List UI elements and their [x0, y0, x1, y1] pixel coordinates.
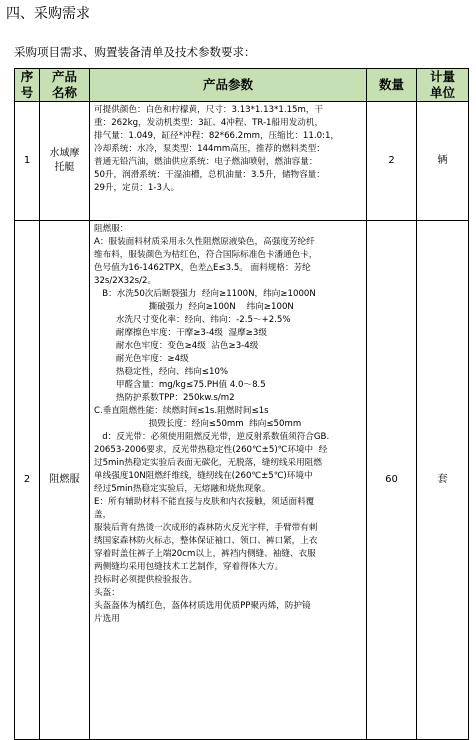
- header-params: 产品参数: [90, 69, 367, 102]
- param-line: 经过5min热稳定实验后，无熔融和烧焦现象。: [94, 484, 271, 494]
- row-qty: 2: [367, 102, 417, 221]
- param-line: 耐水色牢度：变色≥4级 沾色≥3-4级: [94, 341, 259, 351]
- param-line: 50升，润滑系统：干湿油槽，总机油量：3.5升，储物容量：: [94, 170, 325, 180]
- param-line: 单线强度10N阻燃纤维线，缝纫线在(260℃±5℃)环境中: [94, 471, 313, 481]
- equipment-table: [14, 68, 469, 740]
- param-line: 可提供颜色：白色和柠檬黄，尺寸：3.13*1.13*1.15m，干: [94, 105, 324, 115]
- param-line: 阻燃服：: [94, 224, 129, 234]
- param-line: 甲醛含量：mg/kg≤75.PH值 4.0～8.5: [94, 380, 266, 390]
- table-row: [15, 221, 469, 740]
- param-line: 耐摩擦色牢度：干摩≥3-4级 湿摩≥3级: [94, 328, 267, 338]
- header-name: [40, 69, 90, 102]
- param-line: 投标时必须提供检验报告。: [94, 575, 198, 585]
- row-name-line: 托艇: [54, 162, 75, 173]
- param-line: 20653-2006要求，反光带热稳定性(260℃±5)℃环境中 经: [94, 445, 328, 455]
- header-unit: [417, 69, 469, 102]
- param-line: C.垂直阻燃性能：续燃时间≤1s.阻燃时间≤1s: [94, 406, 269, 416]
- param-line: B：水洗50次后断裂强力 经向≥1100N，纬向≥1000N: [94, 289, 316, 299]
- table-header-row: [15, 69, 469, 102]
- param-line: 头盔盔体为橘红色，盔体材质选用优质PP聚丙烯，防护镜: [94, 601, 311, 611]
- row-name-line: 阻燃服: [49, 474, 80, 485]
- row-name: [40, 102, 90, 221]
- header-qty: 数量: [367, 69, 417, 102]
- param-line: 穿着时盖住裤子上端20cm以上，裤裆内侧缝、袖缝、衣服: [94, 549, 316, 559]
- row-name: [40, 221, 90, 740]
- param-line: 耐光色牢度：≥4级: [94, 354, 189, 364]
- param-line: 重：262kg，发动机类型：3缸、4冲程、TR-1船用发动机，: [94, 118, 324, 128]
- param-line: 热稳定性，经向、纬向≤10%: [94, 367, 229, 377]
- param-line: 冷却系统：水冷，泵类型：144mm高压，推荐的燃料类型：: [94, 144, 325, 154]
- param-line: 片选用: [94, 614, 120, 624]
- param-line: 撕破强力 经向≥100N 纬向≥100N: [94, 302, 294, 312]
- param-line: 服装后背有热烫一次成形的森林防火反光字样，手臂带有刺: [94, 523, 318, 533]
- param-line: 排气量：1.049，缸径*冲程：82*66.2mm，压缩比：11.0:1，: [94, 131, 340, 141]
- table-row: [15, 102, 469, 221]
- param-line: 盖，: [94, 510, 112, 520]
- header-unit-line: 计量: [429, 69, 455, 84]
- param-line: 头盔：: [94, 588, 120, 598]
- header-name-line: 名称: [51, 85, 77, 100]
- header-seq-line: 序: [20, 69, 34, 84]
- row-unit: 套: [417, 221, 469, 740]
- intro-text: 采购项目需求、购置装备清单及技术参数要求：: [14, 45, 256, 59]
- header-seq: [15, 69, 40, 102]
- param-line: 29升，定员：1-3人。: [94, 183, 180, 193]
- param-line: E：所有辅助材料不能直接与皮肤和内衣接触，须适面料覆: [94, 497, 315, 507]
- param-line: 两侧缝均采用包缝技术工艺制作，穿着得体大方。: [94, 562, 284, 572]
- param-line: 水洗尺寸变化率：经向、纬向：-2.5～+2.5%: [94, 315, 291, 325]
- param-line: 维布料，服装颜色为桔红色，符合国际标准色卡潘通色卡，: [94, 250, 318, 260]
- param-line: 32s/2X32s/2。: [94, 276, 157, 286]
- param-line: 普通无铅汽油，燃油供应系统：电子燃油喷射，燃油容量：: [94, 157, 318, 167]
- param-line: 损毁长度：经向≤50mm 纬向≤50mm: [94, 419, 302, 429]
- param-line: 过5min热稳定实验后表面无碳化，无脱落，缝纫线采用阻燃: [94, 458, 322, 468]
- row-params: [90, 102, 367, 221]
- row-seq: 1: [15, 102, 40, 221]
- row-unit: 辆: [417, 102, 469, 221]
- header-unit-line: 单位: [429, 85, 455, 100]
- row-qty: 60: [367, 221, 417, 740]
- param-line: 绣国家森林防火标志，整体保证袖口、领口、裤口紧，上衣: [94, 536, 318, 546]
- row-params: [90, 221, 367, 740]
- row-name-line: 水域摩: [49, 148, 80, 159]
- param-line: A：服装面料材质采用永久性阻燃原液染色，高强度芳纶纤: [94, 237, 315, 247]
- header-seq-line: 号: [20, 85, 34, 100]
- param-line: 色号值为16-1462TPX，色差△E≤3.5。 面料规格：芳纶: [94, 263, 311, 273]
- param-line: 热防护系数TPP：250kw.s/m2: [94, 393, 235, 403]
- param-line: d：反光带：必须使用阻燃反光带，逆反射系数值须符合GB.: [94, 432, 330, 442]
- row-seq: 2: [15, 221, 40, 740]
- section-heading: 四、采购需求: [6, 6, 90, 22]
- header-name-line: 产品: [51, 69, 77, 84]
